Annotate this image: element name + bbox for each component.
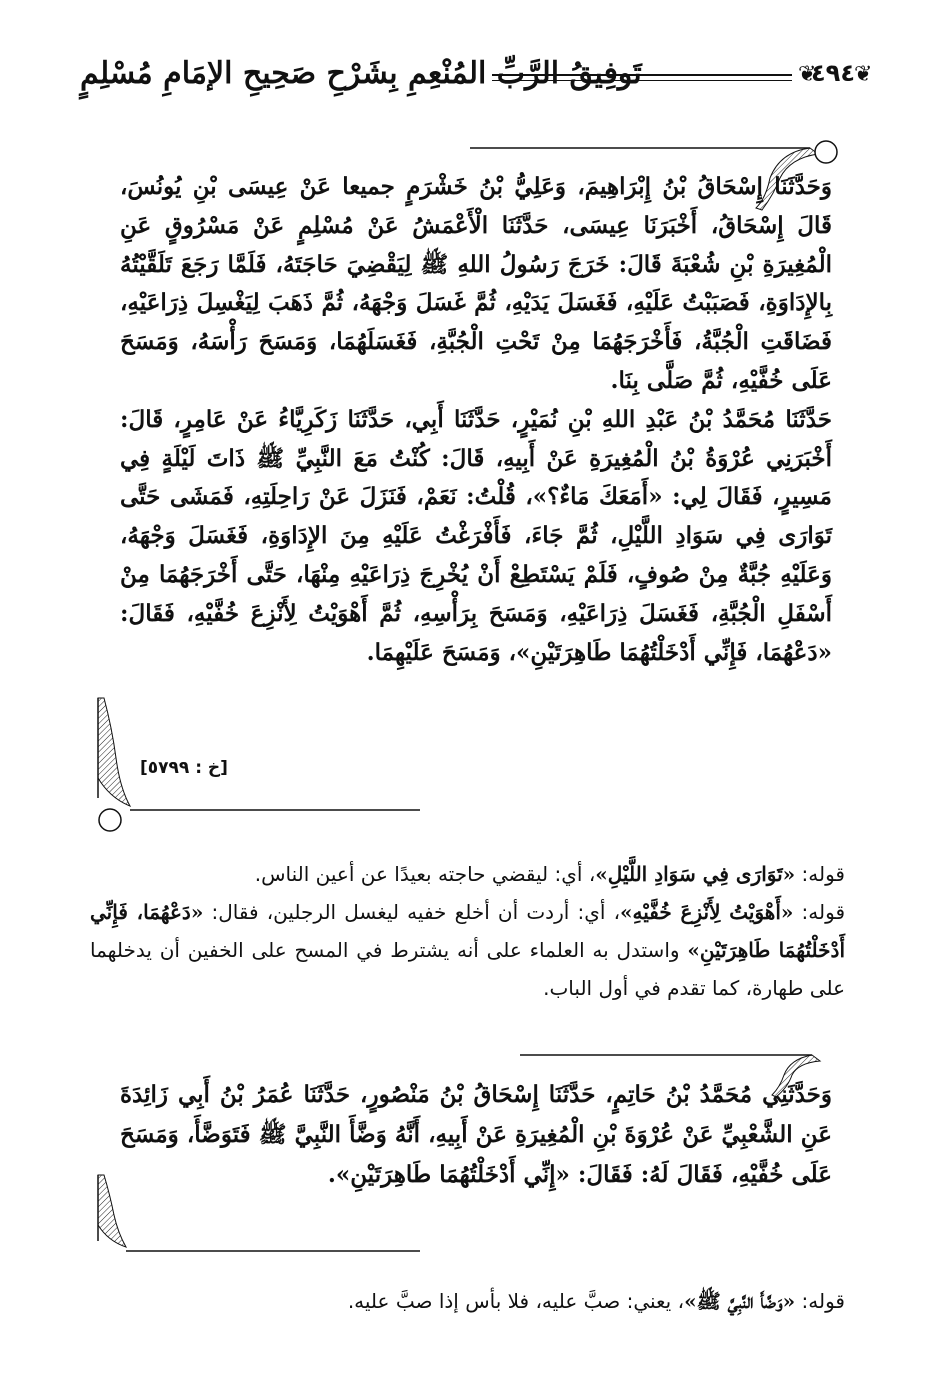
commentary-line — [90, 893, 845, 1007]
commentary-prefix: قوله: — [795, 862, 845, 886]
commentary-prefix: قوله: — [795, 1289, 845, 1313]
page-header — [70, 52, 873, 102]
ornament-left-icon: ❦ — [798, 62, 817, 87]
page-number-box — [798, 56, 873, 92]
header-rule-thin — [492, 80, 792, 81]
hadith-2-text — [120, 1075, 832, 1195]
book-title: تَوفِيقُ الرَّبِّ المُنْعِمِ بِشَرْحِ صَحِيحِ الإمَامِ مُسْلِمٍ — [80, 56, 642, 91]
commentary-line — [90, 855, 845, 893]
commentary-text: ، يعني: صبَّ عليه، فلا بأس إذا صبَّ عليه. — [347, 1289, 685, 1313]
commentary-quote: «دَعْهُمَا، فَإِنِّي أَدْخَلْتُهُمَا طَاهِرَتَيْنِ» — [90, 900, 845, 962]
commentary-text: ، أي: أردت أن أخلع خفيه ليغسل الرجلين، فقال: — [203, 900, 621, 924]
commentary-quote: «وَضَّأَ النَّبِيَّ ﷺ» — [684, 1289, 796, 1313]
commentary-line — [90, 1282, 845, 1320]
ornament-right-icon: ❦ — [854, 62, 873, 87]
commentary-quote: «تَوَارَى فِي سَوَادِ اللَّيْلِ» — [595, 862, 796, 886]
commentary-text: واستدل به العلماء على أنه يشترط في المسح على الخفين أن يدخلهما على طهارة، كما تقدم في أول الباب. — [90, 938, 845, 1000]
header-rule — [492, 74, 792, 76]
hadith-1-text — [120, 168, 832, 672]
hadith-1-paragraph: وَحَدَّثَنَا إِسْحَاقُ بْنُ إِبْرَاهِيمَ، وَعَلِيُّ بْنُ خَشْرَمٍ جميعا عَنْ عِيسَى بْنِ يُونُسَ، قَالَ إِسْحَاقُ، أَخْبَرَنَا عِيسَى، حَدَّثَنَا الْأَعْمَشُ عَنْ مُسْلِمٍ عَنْ مَسْرُوقٍ عَنِ الْمُغِيرَةِ بْنِ شُعْبَةَ قَالَ: خَرَجَ رَسُولُ اللهِ ﷺ لِيَقْضِيَ حَاجَتَهُ، فَلَمَّا رَجَعَ تَلَقَّيْتُهُ بِالإِدَاوَةِ، فَصَبَبْتُ عَلَيْهِ، فَغَسَلَ يَدَيْهِ، ثُمَّ غَسَلَ وَجْهَهُ، ثُمَّ ذَهَبَ لِيَغْسِلَ ذِرَاعَيْهِ، فَضَاقَتِ الْجُبَّةُ، فَأَخْرَجَهُمَا مِنْ تَحْتِ الْجُبَّةِ، فَغَسَلَهُمَا، وَمَسَحَ رَأْسَهُ، وَمَسَحَ عَلَى خُفَّيْهِ، ثُمَّ صَلَّى بِنَا. — [120, 173, 832, 394]
commentary-2 — [90, 1282, 845, 1320]
commentary-quote: «أَهْوَيْتُ لِأَنْزِعَ خُفَّيْهِ» — [620, 900, 794, 924]
hadith-1-reference: [خ : ٥٧٩٩] — [140, 758, 228, 778]
page-number: ٤٩٤ — [811, 59, 855, 87]
hadith-2-paragraph: وَحَدَّثَنِي مُحَمَّدُ بْنُ حَاتِمٍ، حَدَّثَنَا إِسْحَاقُ بْنُ مَنْصُورٍ، حَدَّثَنَا عُمَرُ بْنُ أَبِي زَائِدَةَ عَنِ الشَّعْبِيِّ عَنْ عُرْوَةَ بْنِ الْمُغِيرَةِ عَنْ أَبِيهِ، أَنَّهُ وَضَّأَ النَّبِيَّ ﷺ فَتَوَضَّأَ، وَمَسَحَ عَلَى خُفَّيْهِ، فَقَالَ لَهُ: فَقَالَ: «إِنِّي أَدْخَلْتُهُمَا طَاهِرَتَيْنِ». — [120, 1081, 832, 1188]
hadith-1-paragraph: حَدَّثَنَا مُحَمَّدُ بْنُ عَبْدِ اللهِ بْنِ نُمَيْرٍ، حَدَّثَنَا أَبِي، حَدَّثَنَا زَكَرِيَّاءُ عَنْ عَامِرٍ، قَالَ: أَخْبَرَنِي عُرْوَةُ بْنُ الْمُغِيرَةِ عَنْ أَبِيهِ، قَالَ: كُنْتُ مَعَ النَّبِيِّ ﷺ ذَاتَ لَيْلَةٍ فِي مَسِيرٍ، فَقَالَ لِي: «أَمَعَكَ مَاءٌ؟»، قُلْتُ: نَعَمْ، فَنَزَلَ عَنْ رَاحِلَتِهِ، فَمَشَى حَتَّى تَوَارَى فِي سَوَادِ اللَّيْلِ، ثُمَّ جَاءَ، فَأَفْرَغْتُ عَلَيْهِ مِنَ الإِدَاوَةِ، فَغَسَلَ وَجْهَهُ، وَعَلَيْهِ جُبَّةٌ مِنْ صُوفٍ، فَلَمْ يَسْتَطِعْ أَنْ يُخْرِجَ ذِرَاعَيْهِ مِنْهَا، حَتَّى أَخْرَجَهُمَا مِنْ أَسْفَلِ الْجُبَّةِ، فَغَسَلَ ذِرَاعَيْهِ، وَمَسَحَ بِرَأْسِهِ، ثُمَّ أَهْوَيْتُ لِأَنْزِعَ خُفَّيْهِ، فَقَالَ: «دَعْهُمَا، فَإِنِّي أَدْخَلْتُهُمَا طَاهِرَتَيْنِ»، وَمَسَحَ عَلَيْهِمَا. — [120, 405, 833, 666]
hadith-frame-2 — [90, 1045, 850, 1255]
hadith-frame-1 — [90, 138, 850, 838]
commentary-prefix: قوله: — [793, 900, 846, 924]
commentary-1 — [90, 855, 845, 1007]
commentary-text: ، أي: ليقضي حاجته بعيدًا عن أعين الناس. — [254, 862, 596, 886]
